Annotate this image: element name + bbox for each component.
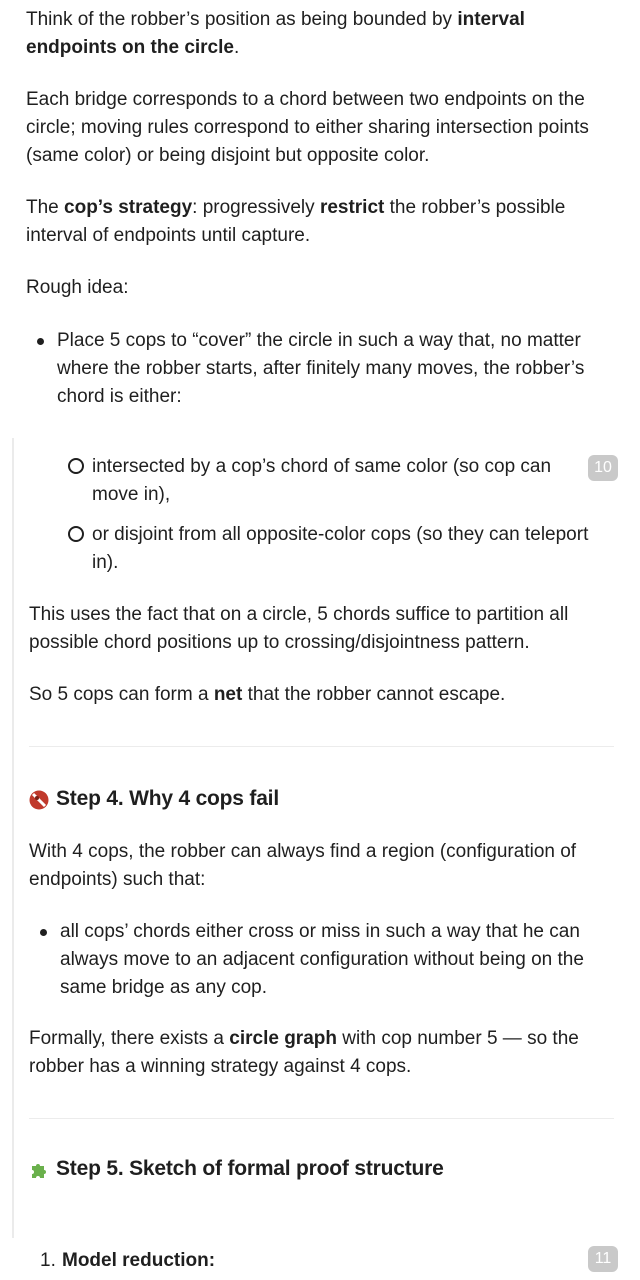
text-segment: : progressively	[192, 197, 320, 218]
paragraph-net	[29, 681, 614, 709]
paragraph-rough-idea: Rough idea:	[26, 277, 129, 298]
bold-cops-strategy: cop’s strategy	[64, 197, 193, 218]
paragraph-five-chords: This uses the fact that on a circle, 5 chords suffice to partition all possible chord positions up to crossing/disjointness pattern.	[29, 604, 569, 653]
list-number: 1.	[40, 1250, 56, 1271]
no-entry-icon	[29, 790, 49, 810]
list-item-model-reduction: Model reduction:	[62, 1250, 216, 1271]
bullet-place-cops: Place 5 cops to “cover” the circle in such a way that, no matter where the robber starts, after finitely many moves, the robber’s chord is either:	[57, 330, 585, 407]
text-segment: the robber’s possible interval of endpoints until capture.	[26, 197, 566, 246]
section-divider	[29, 746, 614, 747]
bullet-dot	[37, 338, 44, 345]
paragraph-bridge-chord: Each bridge corresponds to a chord between two endpoints on the circle; moving rules correspond to either sharing intersection points (same color) or being disjoint but opposite color.	[26, 89, 589, 166]
page-badge: 10	[588, 455, 618, 481]
bold-restrict: restrict	[319, 197, 385, 218]
bullet-dot	[40, 929, 47, 936]
bold-circle-graph: circle graph	[229, 1028, 337, 1049]
text-segment: Formally, there exists a	[29, 1028, 230, 1049]
subbullet-disjoint: or disjoint from all opposite-color cops (so they can teleport in).	[92, 524, 589, 573]
paragraph-cop-strategy	[26, 194, 616, 250]
text-segment: So 5 cops can form a	[29, 684, 214, 705]
step-5-heading: Step 5. Sketch of formal proof structure	[56, 1157, 444, 1180]
text-segment: with cop number 5 — so the robber has a winning strategy against 4 cops.	[29, 1028, 579, 1077]
paragraph-four-cops: With 4 cops, the robber can always find a region (configuration of endpoints) such that:	[29, 841, 577, 890]
circle-bullet	[68, 458, 84, 474]
text-segment: The	[26, 197, 65, 218]
text-segment: Think of the robber’s position as being bounded by	[26, 9, 458, 30]
bullet-cops-chords: all cops’ chords either cross or miss in such a way that he can always move to an adjacent configuration without being on the same bridge as any cop.	[60, 921, 584, 998]
text-segment: .	[233, 37, 240, 58]
paragraph-interval-endpoints	[26, 6, 616, 62]
subbullet-intersected: intersected by a cop’s chord of same color (so cop can move in),	[92, 456, 552, 505]
bold-net: net	[213, 684, 243, 705]
section-divider	[29, 1118, 614, 1119]
bold-interval-endpoints: interval endpoints on the circle	[26, 9, 525, 58]
puzzle-piece-icon	[29, 1160, 49, 1180]
paragraph-circle-graph	[29, 1025, 619, 1081]
step-4-heading: Step 4. Why 4 cops fail	[56, 787, 279, 810]
page-badge: 11	[588, 1246, 618, 1272]
text-segment: that the robber cannot escape.	[242, 684, 506, 705]
quote-rule	[12, 438, 14, 1238]
circle-bullet	[68, 526, 84, 542]
